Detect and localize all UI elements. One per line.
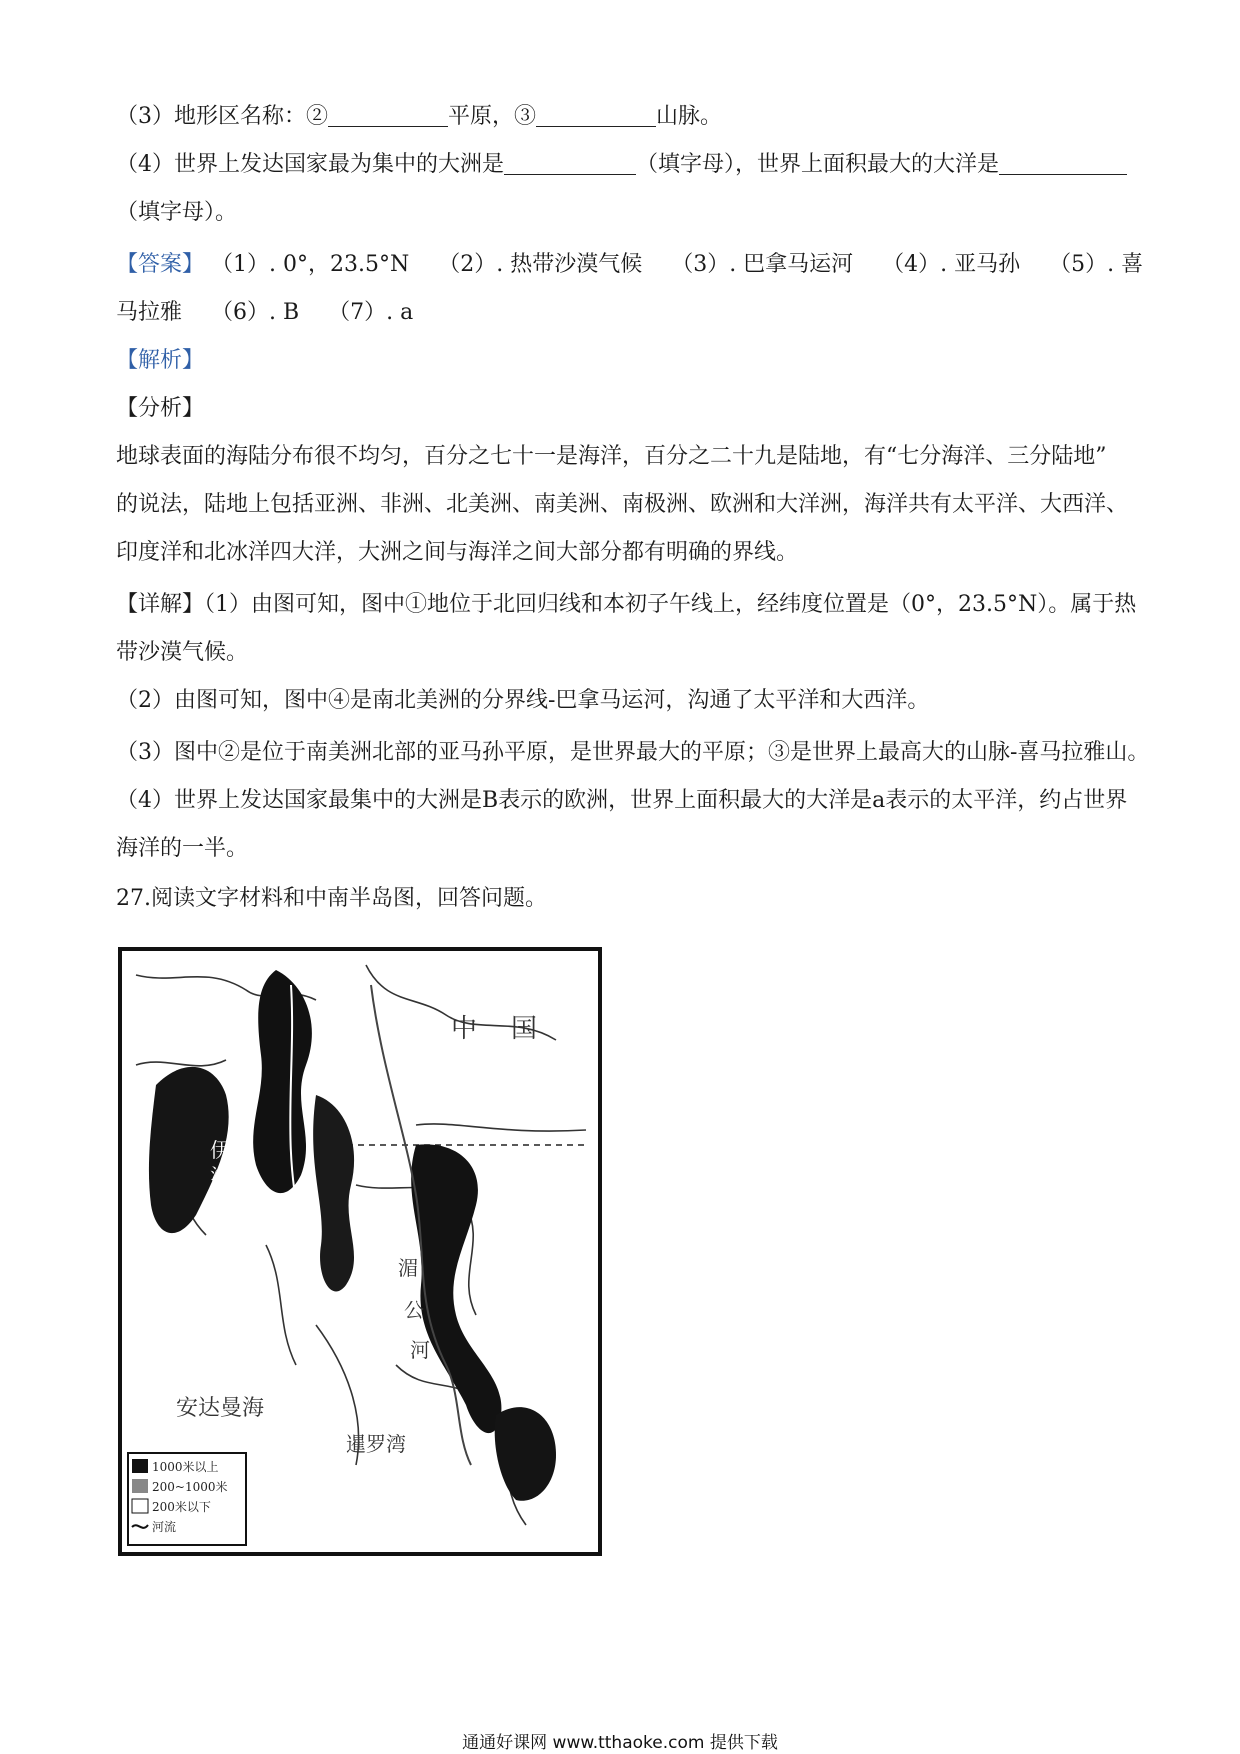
detail-p3: （3）图中②是位于南美洲北部的亚马孙平原，是世界最大的平原；③是世界上最高大的山脉-喜马拉雅山。	[116, 740, 1150, 765]
q27-prompt: 27.阅读文字材料和中南半岛图，回答问题。	[116, 886, 547, 911]
map-label-luo: 洛	[210, 1164, 230, 1188]
fenxi-line-1: 地球表面的海陆分布很不均匀，百分之七十一是海洋，百分之二十九是陆地，有“七分海洋、三分陆地”	[116, 444, 1107, 469]
answer-line-1	[116, 250, 1143, 280]
answer-line-2: 马拉雅 （6）. B （7）. a	[116, 300, 414, 325]
detail-tag: 【详解】	[116, 592, 205, 617]
legend-label-river: 河流	[152, 1520, 177, 1534]
q3-suffix: 山脉。	[656, 104, 723, 129]
map-label-zhong: 中	[451, 1014, 478, 1044]
q4-prefix: （4）世界上发达国家最为集中的大洲是	[116, 152, 504, 177]
map-label-mei: 湄	[398, 1256, 418, 1280]
indochina-map	[116, 945, 604, 1558]
q3-blank-2	[328, 104, 448, 127]
q4-mid: （填字母），世界上面积最大的大洋是	[636, 152, 1000, 177]
fenxi-line-2: 的说法，陆地上包括亚洲、非洲、北美洲、南美洲、南极洲、欧洲和大洋洲，海洋共有太平洋、大西洋、	[116, 492, 1129, 517]
legend-swatch-mid	[132, 1479, 148, 1493]
q3-mid: 平原，③	[448, 104, 537, 129]
map-label-jiang: 江	[206, 1248, 226, 1272]
detail-p1-line-2: 带沙漠气候。	[116, 640, 249, 665]
map-label-andaman: 安达曼海	[176, 1396, 265, 1421]
answer-tag: 【答案】	[116, 252, 205, 277]
map-label-nan: 南	[298, 1296, 318, 1320]
legend-swatch-high	[132, 1459, 148, 1473]
detail-p4-line-1: （4）世界上发达国家最集中的大洲是B表示的欧洲，世界上面积最大的大洋是a表示的太平洋，约占世界	[116, 788, 1128, 813]
detail-p2: （2）由图可知，图中④是南北美洲的分界线-巴拿马运河，沟通了太平洋和大西洋。	[116, 688, 930, 713]
legend-swatch-low	[132, 1499, 148, 1513]
q3-line	[116, 102, 722, 132]
map-label-guo: 国	[511, 1014, 538, 1044]
legend-label-high: 1000米以上	[152, 1460, 219, 1474]
detail-p1-line-1	[116, 590, 1136, 620]
fenxi-line-3: 印度洋和北冰洋四大洋，大洲之间与海洋之间大部分都有明确的界线。	[116, 540, 799, 565]
map-label-wa: 瓦	[206, 1192, 226, 1216]
legend-label-mid: 200~1000米	[152, 1480, 228, 1494]
page-footer: 通通好课网 www.tthaoke.com 提供下载	[462, 1733, 778, 1753]
map-label-he: 河	[410, 1338, 430, 1362]
map-label-siam-gulf: 暹罗湾	[346, 1432, 406, 1456]
map-label-gong: 公	[404, 1298, 424, 1322]
fenxi-tag: 【分析】	[116, 396, 205, 421]
answer-text-1: （1）. 0°，23.5°N （2）. 热带沙漠气候 （3）. 巴拿马运河 （4）. 亚马孙 （5）. 喜	[204, 252, 1144, 277]
jiexi-tag: 【解析】	[116, 348, 205, 373]
legend-label-low: 200米以下	[152, 1500, 211, 1514]
detail-p4-line-2: 海洋的一半。	[116, 836, 249, 861]
q3-prefix: （3）地形区名称：②	[116, 104, 328, 129]
q4-blank-ocean	[999, 152, 1127, 175]
q3-blank-3	[536, 104, 656, 127]
q4-cont-line: （填字母）。	[116, 200, 238, 225]
detail-p1-text: （1）由图可知，图中①地位于北回归线和本初子午线上，经纬度位置是（0°，23.5°N）。属于热	[204, 592, 1137, 617]
map-label-yi: 伊	[210, 1138, 230, 1162]
q4-line	[116, 150, 1127, 180]
map-label-di: 底	[206, 1220, 226, 1244]
q4-blank-continent	[504, 152, 636, 175]
